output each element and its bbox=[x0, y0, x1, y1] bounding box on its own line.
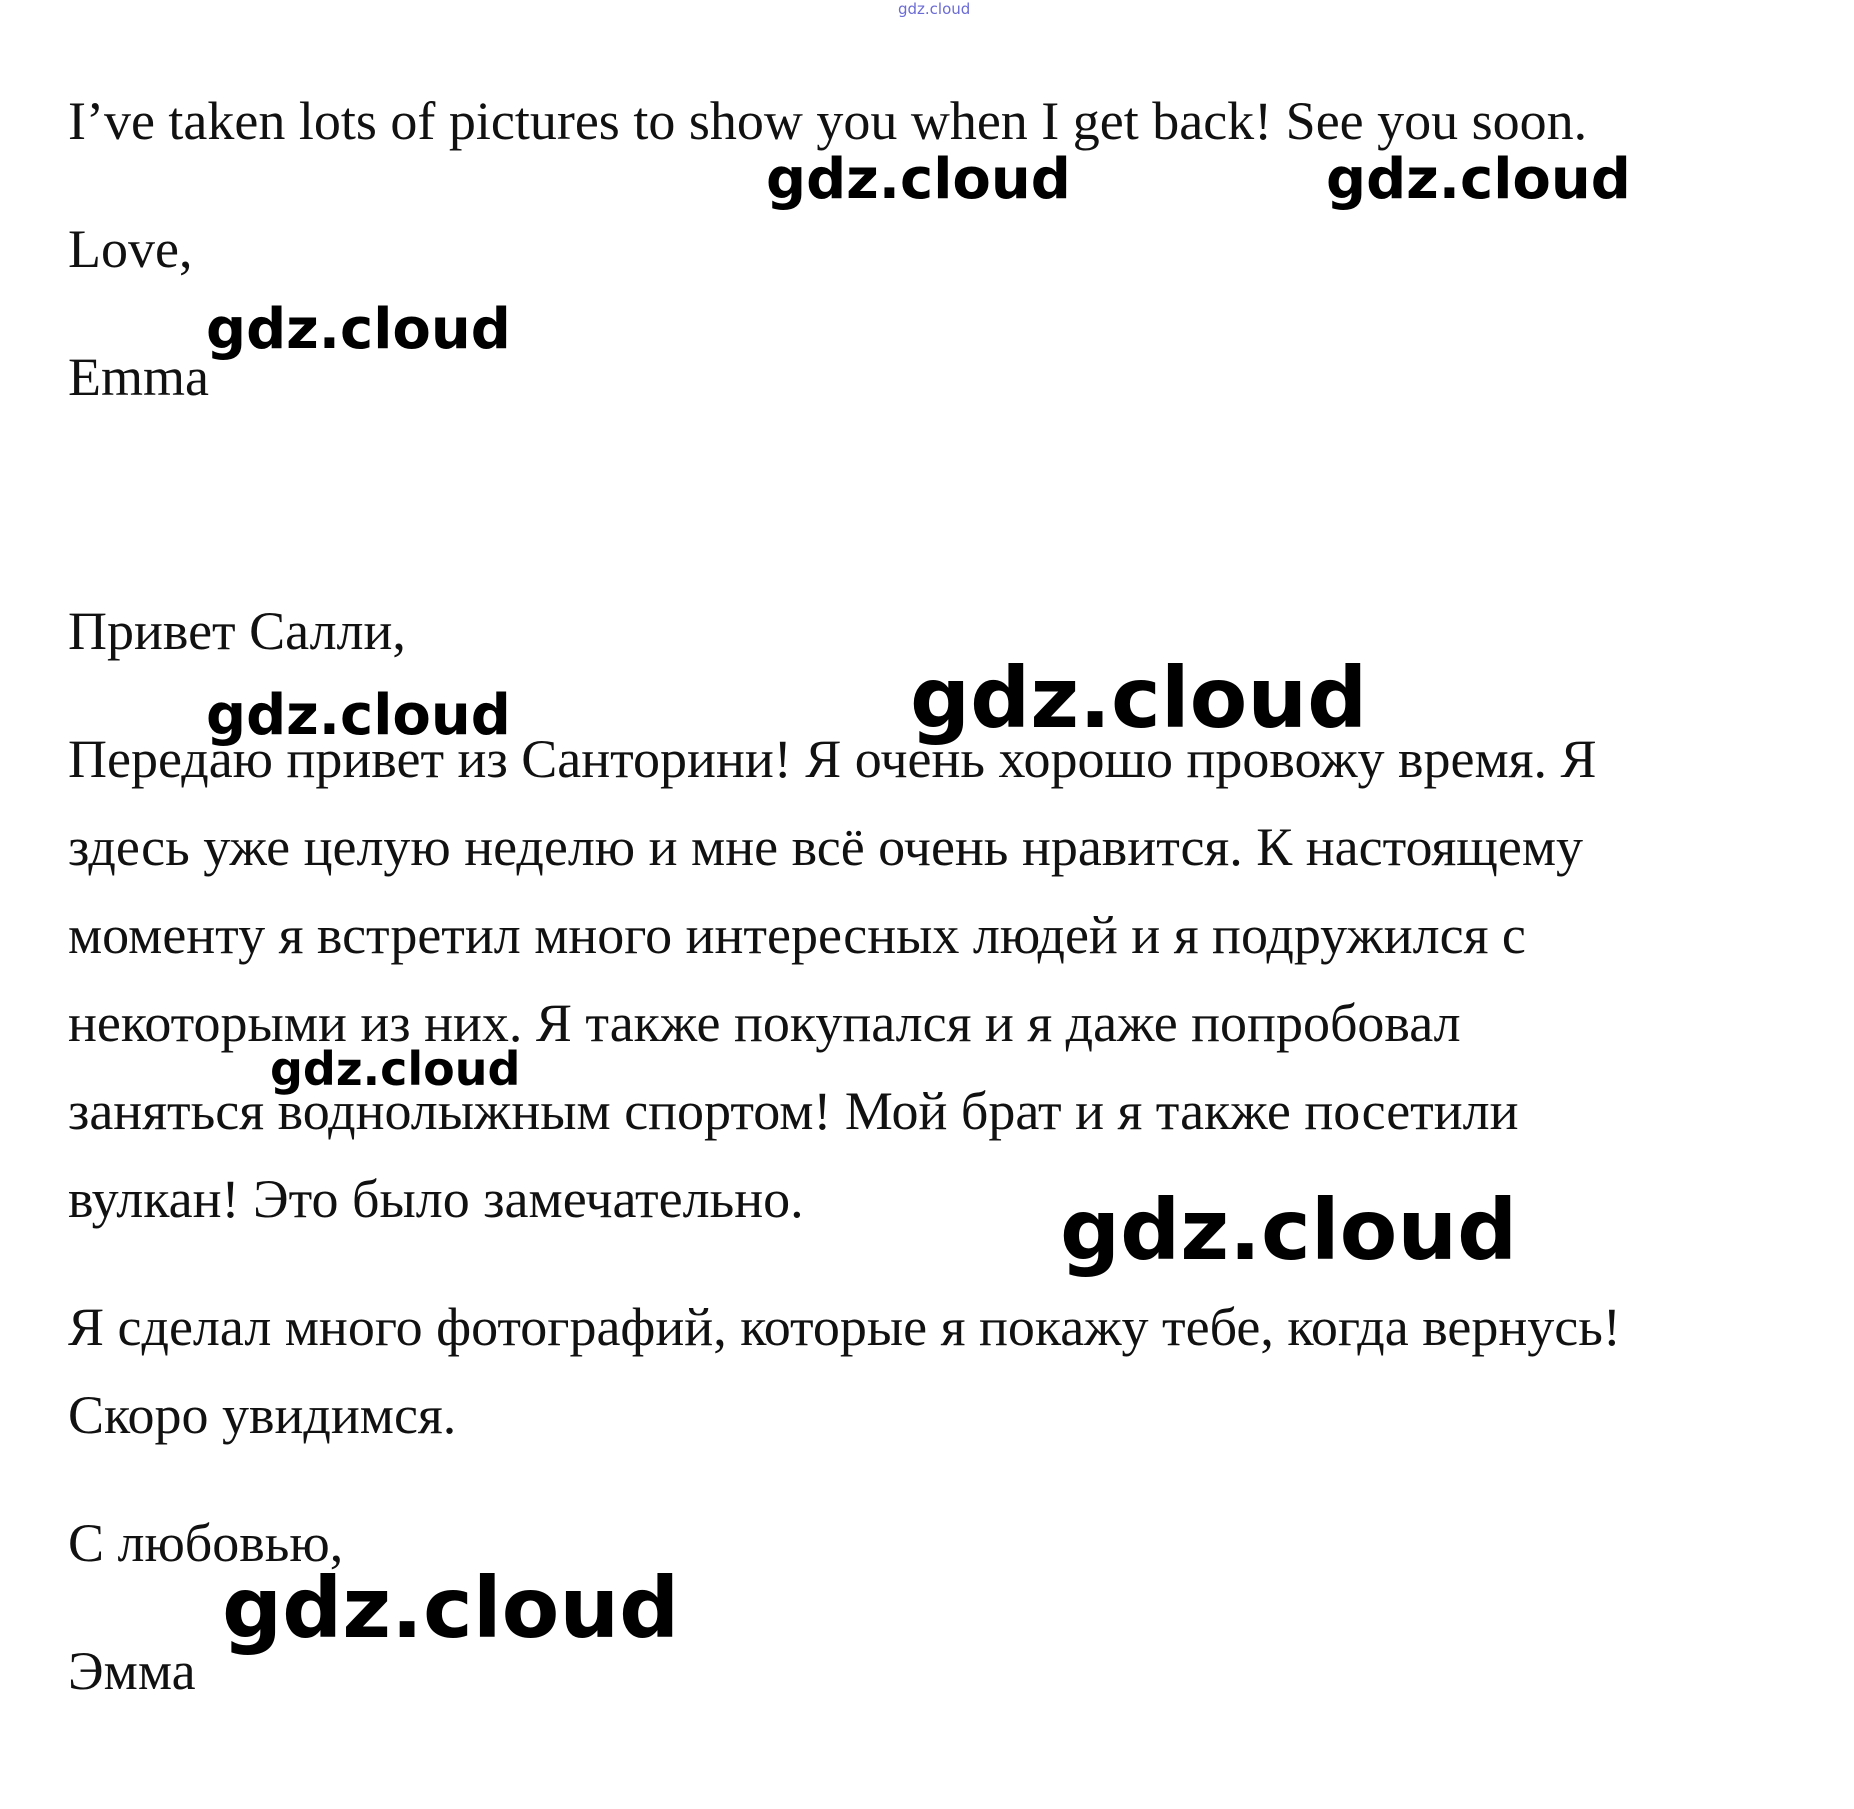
watermark: gdz.cloud bbox=[206, 297, 511, 362]
english-signature: Emma bbox=[68, 347, 209, 407]
russian-body-line: некоторыми из них. Я также покупался и я даже попробовал bbox=[68, 993, 1461, 1053]
english-closing-line: I’ve taken lots of pictures to show you when I get back! See you soon. bbox=[68, 91, 1588, 151]
watermark-top: gdz.cloud bbox=[898, 0, 971, 18]
russian-closing-line: Я сделал много фотографий, которые я покажу тебе, когда вернусь! bbox=[68, 1297, 1621, 1357]
russian-greeting: Привет Салли, bbox=[68, 601, 406, 661]
russian-body-line: моменту я встретил много интересных людей и я подружился с bbox=[68, 905, 1526, 965]
watermark: gdz.cloud bbox=[270, 1042, 521, 1096]
russian-signature: Эмма bbox=[68, 1641, 196, 1701]
watermark: gdz.cloud bbox=[206, 683, 511, 748]
english-sign-off: Love, bbox=[68, 219, 193, 279]
russian-sign-off: С любовью, bbox=[68, 1513, 344, 1573]
watermark: gdz.cloud bbox=[766, 147, 1071, 212]
russian-closing-line: Скоро увидимся. bbox=[68, 1385, 457, 1445]
russian-body-line: Передаю привет из Санторини! Я очень хорошо провожу время. Я bbox=[68, 729, 1597, 789]
watermark: gdz.cloud bbox=[910, 649, 1368, 747]
watermark: gdz.cloud bbox=[1060, 1181, 1518, 1279]
watermark: gdz.cloud bbox=[222, 1559, 680, 1657]
russian-body-line: вулкан! Это было замечательно. bbox=[68, 1169, 804, 1229]
watermark: gdz.cloud bbox=[1326, 147, 1631, 212]
russian-body-line: заняться воднолыжным спортом! Мой брат и я также посетили bbox=[68, 1081, 1519, 1141]
russian-body-line: здесь уже целую неделю и мне всё очень нравится. К настоящему bbox=[68, 817, 1584, 877]
